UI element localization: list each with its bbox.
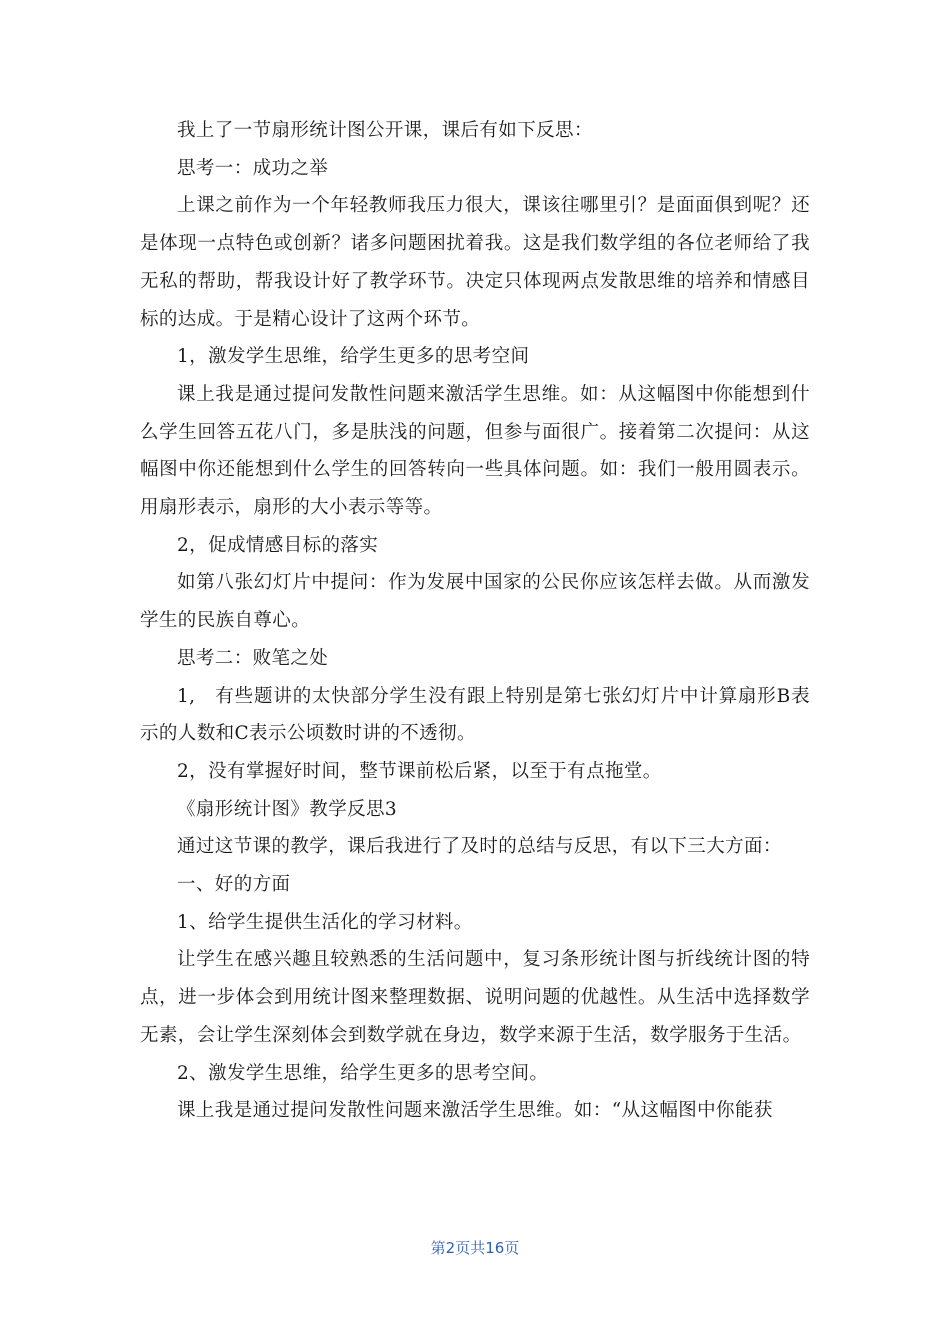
paragraph: 让学生在感兴趣且较熟悉的生活问题中，复习条形统计图与折线统计图的特点，进一步体会到用统计图来整理数据、说明问题的优越性。从生活中选择数学无素，会让学生深刻体会到数学就在身边，数学来源于生活，数学服务于生活。 — [140, 949, 810, 1046]
section-heading: 思考一：成功之举 — [177, 157, 329, 179]
page-number-footer: 第2页共16页 — [430, 1239, 520, 1257]
paragraph: 上课之前作为一个年轻教师我压力很大，课该往哪里引？是面面俱到呢？还是体现一点特色或创新？诸多问题困扰着我。这是我们数学组的各位老师给了我无私的帮助，帮我设计好了教学环节。决定只体现两点发散思维的培养和情感目标的达成。于是精心设计了这两个环节。 — [140, 195, 810, 330]
paragraph: 课上我是通过提问发散性问题来激活学生思维。如：“从这幅图中你能获 — [177, 1100, 773, 1122]
list-item: 2，没有掌握好时间，整节课前松后紧，以至于有点拖堂。 — [177, 760, 662, 782]
list-item: 1、给学生提供生活化的学习材料。 — [177, 911, 473, 933]
list-item: 1, 有些题讲的太快部分学生没有跟上特别是第七张幻灯片中计算扇形B表示的人数和C表示公顷数时讲的不透彻。 — [140, 685, 810, 745]
document-body — [140, 112, 810, 1130]
paragraph: 我上了一节扇形统计图公开课，课后有如下反思： — [177, 120, 593, 141]
section-title: 《扇形统计图》教学反思3 — [177, 798, 398, 820]
paragraph: 如第八张幻灯片中提问：作为发展中国家的公民你应该怎样去做。从而激发学生的民族自尊心。 — [140, 572, 810, 632]
section-heading: 一、好的方面 — [177, 874, 291, 896]
list-item: 1，激发学生思维，给学生更多的思考空间 — [177, 346, 530, 368]
paragraph: 通过这节课的教学，课后我进行了及时的总结与反思，有以下三大方面： — [177, 836, 782, 858]
list-item: 2、激发学生思维，给学生更多的思考空间。 — [177, 1062, 549, 1084]
section-heading: 思考二：败笔之处 — [177, 647, 329, 669]
paragraph: 课上我是通过提问发散性问题来激活学生思维。如：从这幅图中你能想到什么学生回答五花八门，多是肤浅的问题，但参与面很广。接着第二次提问：从这幅图中你还能想到什么学生的回答转向一些具体问题。如：我们一般用圆表示。用扇形表示，扇形的大小表示等等。 — [140, 383, 810, 519]
list-item: 2，促成情感目标的落实 — [177, 534, 379, 556]
